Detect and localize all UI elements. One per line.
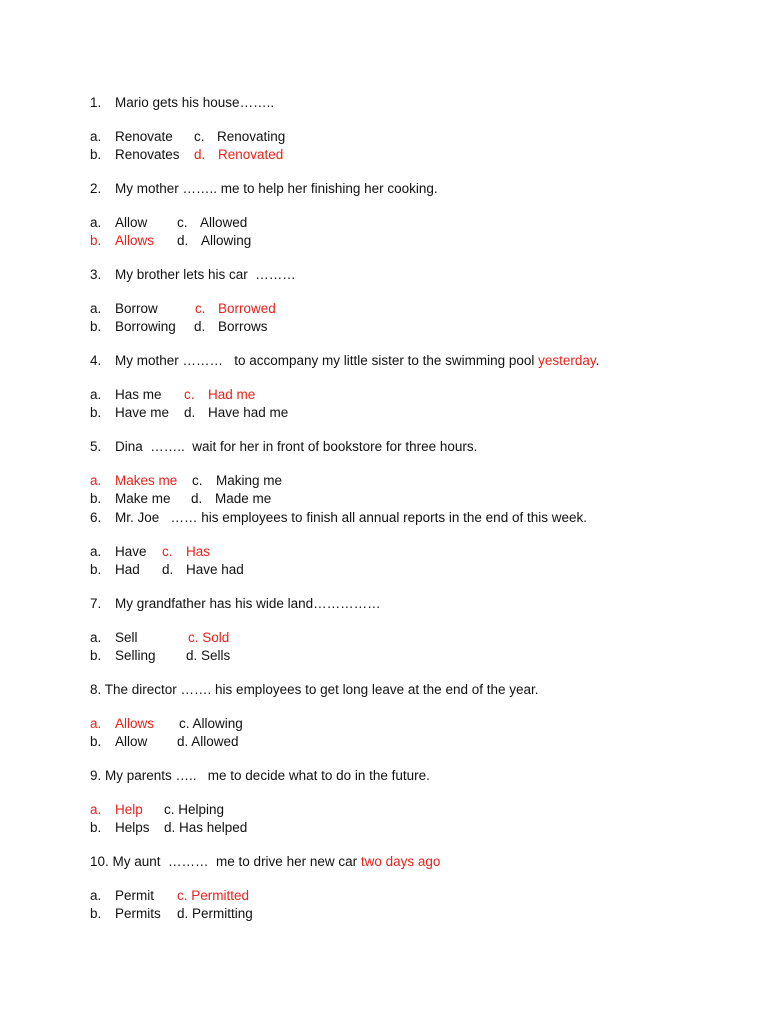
option-d-letter: d. — [184, 405, 196, 420]
question-4-options-row-1 — [0, 386, 768, 404]
option-d-letter: d. — [162, 562, 174, 577]
option-c-letter: c. — [195, 301, 206, 316]
question-8-options-row-2 — [0, 733, 768, 751]
option-b-text: Helps — [115, 820, 150, 835]
option-a-text: Borrow — [115, 301, 158, 316]
question-number: 3. — [90, 267, 102, 282]
question-3-options-row-1 — [0, 300, 768, 318]
option-b-text: Renovates — [115, 147, 180, 162]
question-7-options-row-2 — [0, 647, 768, 665]
option-b-text: Selling — [115, 648, 156, 663]
option-d-letter: d. — [194, 147, 206, 162]
question-10-options-row-1 — [0, 887, 768, 905]
question-5-options-row-2 — [0, 490, 768, 508]
question-text: My brother lets his car ……… — [115, 267, 296, 282]
question-text — [115, 352, 599, 370]
option-b-text: Make me — [115, 491, 171, 506]
question-2-stem — [0, 180, 768, 198]
option-a-text: Sell — [115, 630, 138, 645]
option-c-text: c. Helping — [164, 802, 225, 817]
option-b-letter: b. — [90, 319, 102, 334]
option-c-letter: c. — [194, 129, 205, 144]
option-c-text: c. Sold — [188, 630, 230, 645]
option-b-letter: b. — [90, 147, 102, 162]
option-a-letter: a. — [90, 544, 102, 559]
option-a-letter: a. — [90, 215, 102, 230]
option-d-letter: d. — [194, 319, 206, 334]
question-text: My grandfather has his wide land…………… — [115, 596, 381, 611]
option-a-text: Renovate — [115, 129, 173, 144]
option-d-text: d. Allowed — [177, 734, 239, 749]
question-4-options-row-2 — [0, 404, 768, 422]
question-end: . — [595, 353, 600, 368]
question-number: 5. — [90, 439, 102, 454]
question-text: Mario gets his house…….. — [115, 95, 275, 110]
option-d-text: Borrows — [218, 319, 268, 334]
question-5-options-row-1 — [0, 472, 768, 490]
question-text-main: My mother ……… to accompany my little sister to the swimming pool — [115, 353, 539, 368]
question-7-stem — [0, 595, 768, 613]
question-number: 2. — [90, 181, 102, 196]
question-1-options-row-1 — [0, 128, 768, 146]
question-text: My mother …….. me to help her finishing her cooking. — [115, 181, 438, 196]
option-a-text: Has me — [115, 387, 162, 402]
option-d-text: Have had me — [208, 405, 289, 420]
option-a-letter: a. — [90, 387, 102, 402]
option-d-text: d. Has helped — [164, 820, 248, 835]
option-a-letter: a. — [90, 802, 102, 817]
option-c-text: Borrowed — [218, 301, 276, 316]
option-a-letter: a. — [90, 129, 102, 144]
option-c-letter: c. — [192, 473, 203, 488]
option-b-letter: b. — [90, 820, 102, 835]
option-d-text: Allowing — [201, 233, 252, 248]
question-1-options-row-2 — [0, 146, 768, 164]
option-c-letter: c. — [177, 215, 188, 230]
question-number: 6. — [90, 510, 102, 525]
option-c-text: Allowed — [200, 215, 248, 230]
question-4-stem — [0, 352, 768, 370]
option-b-letter: b. — [90, 233, 102, 248]
question-6-stem — [0, 509, 768, 527]
question-text: 8. The director ……. his employees to get long leave at the end of the year. — [90, 682, 539, 697]
question-number: 1. — [90, 95, 102, 110]
option-c-text: c. Permitted — [177, 888, 250, 903]
option-d-text: Have had — [186, 562, 244, 577]
option-b-letter: b. — [90, 734, 102, 749]
question-7-options-row-1 — [0, 629, 768, 647]
option-a-letter: a. — [90, 473, 102, 488]
question-3-options-row-2 — [0, 318, 768, 336]
option-d-letter: d. — [191, 491, 203, 506]
question-8-stem — [0, 681, 768, 699]
option-d-letter: d. — [177, 233, 189, 248]
question-number: 4. — [90, 353, 102, 368]
question-9-options-row-1 — [0, 801, 768, 819]
option-b-letter: b. — [90, 906, 102, 921]
option-a-letter: a. — [90, 716, 102, 731]
option-c-text: Making me — [216, 473, 283, 488]
option-b-letter: b. — [90, 491, 102, 506]
option-c-text: Renovating — [217, 129, 286, 144]
option-c-text: Had me — [208, 387, 256, 402]
option-c-text: c. Allowing — [179, 716, 243, 731]
option-b-text: Have me — [115, 405, 170, 420]
question-9-options-row-2 — [0, 819, 768, 837]
option-b-letter: b. — [90, 648, 102, 663]
option-c-letter: c. — [184, 387, 195, 402]
option-c-letter: c. — [162, 544, 173, 559]
option-a-letter: a. — [90, 301, 102, 316]
question-3-stem — [0, 266, 768, 284]
question-text: Mr. Joe …… his employees to finish all annual reports in the end of this week. — [115, 510, 587, 525]
option-a-letter: a. — [90, 630, 102, 645]
option-b-text: Permits — [115, 906, 161, 921]
option-a-text: Allows — [115, 716, 155, 731]
question-10-stem — [0, 853, 768, 871]
question-highlight: two days ago — [360, 854, 441, 869]
option-a-letter: a. — [90, 888, 102, 903]
question-2-options-row-1 — [0, 214, 768, 232]
option-b-letter: b. — [90, 405, 102, 420]
question-8-options-row-1 — [0, 715, 768, 733]
question-6-options-row-2 — [0, 561, 768, 579]
question-text — [90, 853, 440, 871]
question-1-stem — [0, 94, 768, 112]
question-5-stem — [0, 438, 768, 456]
question-highlight: yesterday — [538, 353, 596, 368]
question-9-stem — [0, 767, 768, 785]
option-a-text: Permit — [115, 888, 155, 903]
question-2-options-row-2 — [0, 232, 768, 250]
option-b-text: Allow — [115, 734, 148, 749]
option-a-text: Have — [115, 544, 147, 559]
option-b-text: Had — [115, 562, 140, 577]
question-6-options-row-1 — [0, 543, 768, 561]
question-text: Dina …….. wait for her in front of bookstore for three hours. — [115, 439, 478, 454]
option-b-text: Borrowing — [115, 319, 176, 334]
option-c-text: Has — [186, 544, 211, 559]
option-d-text: d. Sells — [186, 648, 231, 663]
option-a-text: Allow — [115, 215, 148, 230]
option-d-text: d. Permitting — [177, 906, 253, 921]
option-a-text: Help — [115, 802, 143, 817]
option-b-text: Allows — [115, 233, 155, 248]
option-b-letter: b. — [90, 562, 102, 577]
question-10-options-row-2 — [0, 905, 768, 923]
question-text-main: 10. My aunt ……… me to drive her new car — [90, 854, 361, 869]
question-number: 7. — [90, 596, 102, 611]
option-a-text: Makes me — [115, 473, 178, 488]
option-d-text: Made me — [215, 491, 272, 506]
question-text: 9. My parents ….. me to decide what to do in the future. — [90, 768, 430, 783]
option-d-text: Renovated — [218, 147, 284, 162]
